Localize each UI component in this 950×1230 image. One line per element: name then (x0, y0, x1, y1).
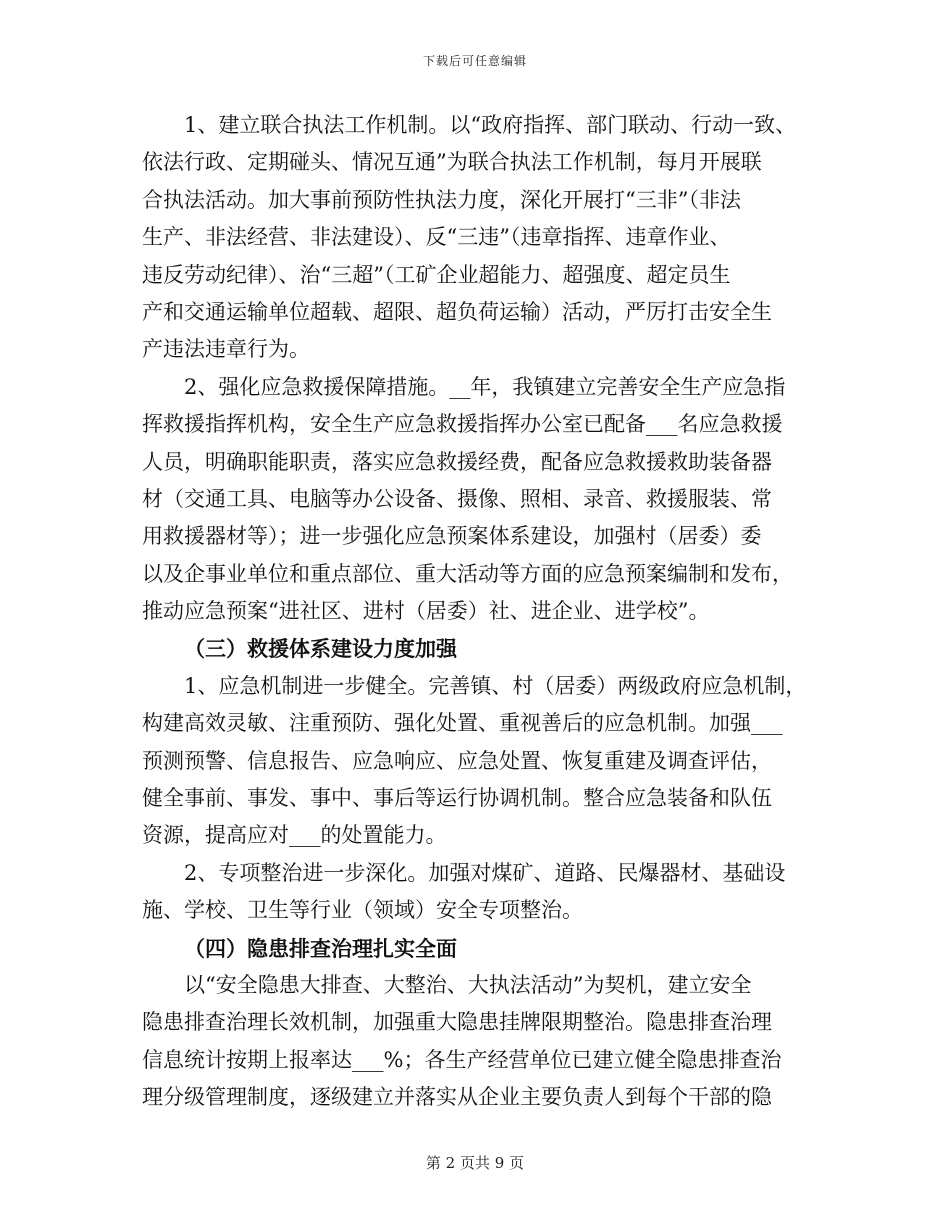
page-number: 第 2 页共 9 页 (425, 1154, 525, 1172)
text-line: 理分级管理制度，逐级建立并落实从企业主要负责人到每个干部的隐 (142, 1085, 772, 1110)
text-line: 健全事前、事发、事中、事后等运行协调机制。整合应急装备和队伍 (142, 786, 772, 811)
text-line: 2、专项整治进一步深化。加强对煤矿、道路、民爆器材、基础设 (184, 860, 786, 885)
text-line: 以“安全隐患大排查、大整治、大执法活动”为契机，建立安全 (184, 972, 752, 997)
text-line: 推动应急预案“进社区、进村（居委）社、进企业、进学校”。 (142, 599, 710, 624)
text-line: 用救援器材等）；进一步强化应急预案体系建设，加强村（居委）委 (142, 524, 762, 549)
text-line: 违反劳动纪律）、治“三超”（工矿企业超能力、超强度、超定员生 (142, 262, 731, 287)
text-line: 2、强化应急救援保障措施。__年，我镇建立完善安全生产应急指 (184, 374, 786, 399)
paragraph-emergency-rescue (142, 369, 832, 631)
paragraph-joint-enforcement (142, 107, 832, 369)
paragraph-special-rectification (142, 855, 832, 930)
text-line: 产违法违章行为。 (142, 337, 310, 362)
text-line: 材（交通工具、电脑等办公设备、摄像、照相、录音、救援服装、常 (142, 486, 772, 511)
page-header: 下载后可任意编辑 (422, 54, 527, 68)
text-line: 合执法活动。加大事前预防性执法力度，深化开展打“三非”（非法 (142, 187, 741, 212)
text-line: 预测预警、信息报告、应急响应、应急处置、恢复重建及调查评估， (142, 748, 772, 773)
section-heading-four (142, 930, 832, 967)
text-line: 施、学校、卫生等行业（领域）安全专项整治。 (142, 898, 583, 923)
text-line: 构建高效灵敏、注重预防、强化处置、重视善后的应急机制。加强___ (142, 711, 783, 736)
text-line: 1、建立联合执法工作机制。以“政府指挥、部门联动、行动一致、 (184, 113, 797, 137)
text-line: 资源，提高应对___的处置能力。 (142, 823, 447, 848)
section-heading-three (142, 630, 832, 667)
text-line: 生产、非法经营、非法建设）、反“三违”（违章指挥、违章作业、 (142, 225, 731, 250)
paragraph-emergency-mechanism (142, 668, 832, 855)
section-heading: （三）救援体系建设力度加强 (184, 636, 457, 662)
text-line: 隐患排查治理长效机制，加强重大隐患挂牌限期整治。隐患排查治理 (142, 1010, 772, 1035)
paragraph-hazard-investigation (142, 967, 832, 1117)
text-line: 依法行政、定期碰头、情况互通”为联合执法工作机制，每月开展联 (142, 150, 762, 175)
document-body (142, 107, 832, 1117)
text-line: 1、应急机制进一步健全。完善镇、村（居委）两级政府应急机制， (184, 673, 807, 698)
text-line: 信息统计按期上报率达___%；各生产经营单位已建立健全隐患排查治 (142, 1047, 782, 1072)
text-line: 以及企事业单位和重点部位、重大活动等方面的应急预案编制和发布， (142, 561, 793, 586)
text-line: 人员，明确职能职责，落实应急救援经费，配备应急救援救助装备器 (142, 449, 772, 474)
text-line: 挥救援指挥机构，安全生产应急救援指挥办公室已配备___名应急救援 (142, 412, 783, 437)
text-line: 产和交通运输单位超载、超限、超负荷运输）活动，严厉打击安全生 (142, 299, 772, 324)
section-heading: （四）隐患排查治理扎实全面 (184, 935, 457, 961)
